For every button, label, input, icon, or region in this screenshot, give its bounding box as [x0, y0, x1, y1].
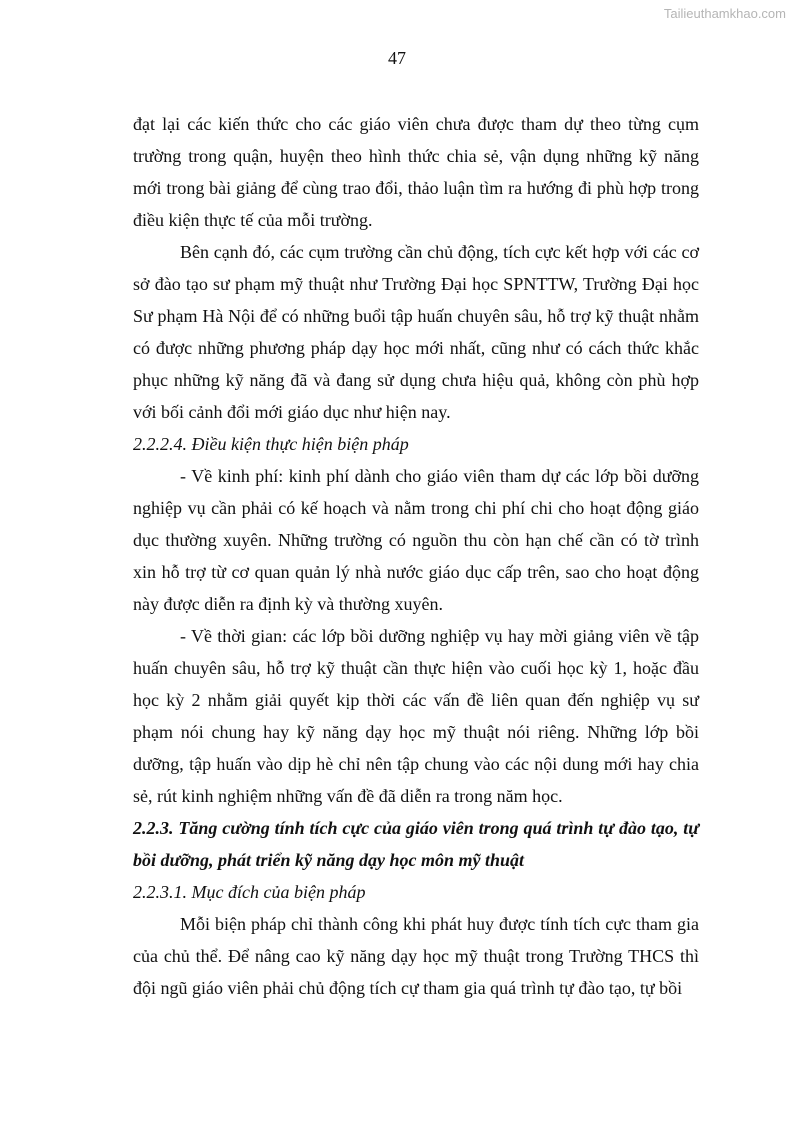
- paragraph-purpose: Mỗi biện pháp chỉ thành công khi phát huy được tính tích cực tham gia của chủ thể. Để nâng cao kỹ năng dạy học mỹ thuật trong Trường THCS thì đội ngũ giáo viên phải chủ động tích cự tham gia quá trình tự đào tạo, tự bồi: [133, 914, 699, 998]
- section-heading-2-2-3: 2.2.3. Tăng cường tính tích cực của giáo viên trong quá trình tự đào tạo, tự bồi dưỡng, phát triển kỹ năng dạy học môn mỹ thuật: [133, 818, 699, 870]
- subsection-heading-2-2-3-1: 2.2.3.1. Mục đích của biện pháp: [133, 882, 366, 902]
- paragraph-cluster-cooperation: Bên cạnh đó, các cụm trường cần chủ động, tích cực kết hợp với các cơ sở đào tạo sư phạm mỹ thuật như Trường Đại học SPNTTW, Trường Đại học Sư phạm Hà Nội để có những buổi tập huấn chuyên sâu, hỗ trợ kỹ thuật nhằm có được những phương pháp dạy học mới nhất, cũng như có cách thức khắc phục những kỹ năng đã và đang sử dụng chưa hiệu quả, không còn phù hợp với bối cảnh đổi mới giáo dục như hiện nay.: [133, 242, 699, 422]
- page-number: 47: [388, 48, 406, 68]
- watermark: Tailieuthamkhao.com: [663, 6, 786, 21]
- paragraph-funding: - Về kinh phí: kinh phí dành cho giáo viên tham dự các lớp bồi dưỡng nghiệp vụ cần phải có kế hoạch và nằm trong chi phí chi cho hoạt động giáo dục thường xuyên. Những trường có nguồn thu còn hạn chế cần có tờ trình xin hỗ trợ từ cơ quan quản lý nhà nước giáo dục cấp trên, sao cho hoạt động này được diễn ra định kỳ và thường xuyên.: [133, 466, 699, 614]
- paragraph-timing: - Về thời gian: các lớp bồi dưỡng nghiệp vụ hay mời giảng viên về tập huấn chuyên sâu, hỗ trợ kỹ thuật cần thực hiện vào cuối học kỳ 1, hoặc đầu học kỳ 2 nhằm giải quyết kịp thời các vấn đề liên quan đến nghiệp vụ sư phạm nói chung hay kỹ năng dạy học mỹ thuật nói riêng. Những lớp bồi dưỡng, tập huấn vào dịp hè chỉ nên tập chung vào các nội dung mới hay chia sẻ, rút kinh nghiệm những vấn đề đã diễn ra trong năm học.: [133, 626, 699, 806]
- subsection-heading-2-2-2-4: 2.2.2.4. Điều kiện thực hiện biện pháp: [133, 434, 409, 454]
- page-body: [133, 108, 699, 1004]
- paragraph-continuation: đạt lại các kiến thức cho các giáo viên chưa được tham dự theo từng cụm trường trong quận, huyện theo hình thức chia sẻ, vận dụng những kỹ năng mới trong bài giảng để cùng trao đổi, thảo luận tìm ra hướng đi phù hợp trong điều kiện thực tế của mỗi trường.: [133, 114, 699, 230]
